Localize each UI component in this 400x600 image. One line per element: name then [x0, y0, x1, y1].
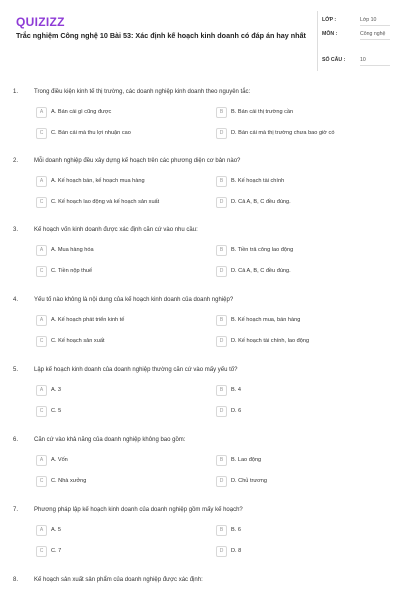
option-text: C. 5: [51, 408, 62, 414]
answer-option-a[interactable]: [36, 454, 186, 467]
option-text: A. Kế hoạch bán, kế hoạch mua hàng: [51, 178, 145, 184]
option-letter-box: D: [216, 336, 227, 347]
option-letter-box: A: [36, 315, 47, 326]
option-letter-box: A: [36, 385, 47, 396]
option-letter-box: D: [216, 266, 227, 277]
answer-option-c[interactable]: [36, 265, 186, 278]
option-text: D. 6: [231, 408, 242, 414]
option-text: C. Kế hoạch lao động và kế hoạch sản xuất: [51, 199, 160, 205]
answer-option-c[interactable]: [36, 127, 186, 140]
option-letter-box: B: [216, 525, 227, 536]
option-letter-box: B: [216, 455, 227, 466]
answer-option-d[interactable]: [216, 265, 366, 278]
option-letter-box: B: [216, 315, 227, 326]
option-text: A. 3: [51, 387, 61, 393]
option-letter-box: C: [36, 476, 47, 487]
answer-option-b[interactable]: [216, 384, 366, 397]
question-number: 6.: [13, 437, 19, 443]
option-text: C. Bán cái mà thu lợi nhuận cao: [51, 130, 131, 136]
option-letter-box: A: [36, 245, 47, 256]
answer-option-b[interactable]: [216, 175, 366, 188]
option-text: C. Nhà xưởng: [51, 478, 87, 484]
answer-option-c[interactable]: [36, 405, 186, 418]
option-letter-box: D: [216, 197, 227, 208]
option-text: C. Tiền nộp thuế: [51, 268, 93, 274]
option-text: D. Cả A, B, C đều đúng.: [231, 268, 291, 274]
option-letter-box: C: [36, 546, 47, 557]
question-number: 5.: [13, 367, 19, 373]
question-text: Trong điều kiện kinh tế thị trường, các doanh nghiệp kinh doanh theo nguyên tắc:: [34, 89, 251, 95]
question-number: 4.: [13, 297, 19, 303]
option-letter-box: A: [36, 107, 47, 118]
option-text: C. 7: [51, 548, 62, 554]
option-letter-box: C: [36, 406, 47, 417]
answer-option-b[interactable]: [216, 244, 366, 257]
question-text: Yếu tố nào không là nội dung của kế hoạch kinh doanh của doanh nghiệp?: [34, 297, 234, 303]
answer-option-c[interactable]: [36, 545, 186, 558]
question-text: Mỗi doanh nghiệp đều xây dựng kế hoạch trên các phương diện cơ bản nào?: [34, 158, 241, 164]
answer-option-d[interactable]: [216, 545, 366, 558]
option-letter-box: B: [216, 107, 227, 118]
answer-option-b[interactable]: [216, 524, 366, 537]
answer-option-c[interactable]: [36, 475, 186, 488]
option-letter-box: D: [216, 128, 227, 139]
option-text: B. Bán cái thị trường cần: [231, 109, 294, 115]
answer-option-a[interactable]: [36, 524, 186, 537]
option-text: B. Tiền trả công lao động: [231, 247, 294, 253]
option-letter-box: A: [36, 176, 47, 187]
answer-option-d[interactable]: [216, 196, 366, 209]
meta-key: LỚP :: [322, 17, 337, 23]
option-text: A. Mua hàng hóa: [51, 247, 94, 253]
question-text: Kế hoạch sản xuất sản phẩm của doanh nghiệp được xác định:: [34, 577, 203, 583]
question-number: 2.: [13, 158, 19, 164]
option-letter-box: A: [36, 455, 47, 466]
option-letter-box: B: [216, 176, 227, 187]
option-text: B. Kế hoạch tài chính: [231, 178, 285, 184]
option-text: B. Kế hoạch mua, bán hàng: [231, 317, 301, 323]
quizizz-logo: QUIZIZZ: [16, 15, 65, 29]
question-number: 7.: [13, 507, 19, 513]
meta-key: MÔN :: [322, 31, 338, 37]
question-number: 1.: [13, 89, 19, 95]
answer-option-c[interactable]: [36, 196, 186, 209]
answer-option-d[interactable]: [216, 475, 366, 488]
option-letter-box: B: [216, 245, 227, 256]
option-text: B. 6: [231, 527, 241, 533]
meta-panel: [317, 11, 394, 71]
option-letter-box: C: [36, 197, 47, 208]
answer-option-a[interactable]: [36, 106, 186, 119]
option-letter-box: D: [216, 546, 227, 557]
option-text: B. 4: [231, 387, 241, 393]
meta-value: Công nghệ: [360, 31, 390, 40]
question-text: Phương pháp lập kế hoạch kinh doanh của doanh nghiệp gồm mấy kế hoạch?: [34, 507, 243, 513]
answer-option-d[interactable]: [216, 335, 366, 348]
answer-option-a[interactable]: [36, 314, 186, 327]
answer-option-c[interactable]: [36, 335, 186, 348]
option-text: C. Kế hoạch sản xuất: [51, 338, 105, 344]
option-text: D. 8: [231, 548, 242, 554]
worksheet-title: Trắc nghiệm Công nghệ 10 Bài 53: Xác định kế hoạch kinh doanh có đáp án hay nhất: [16, 31, 306, 40]
question-text: Kế hoạch vốn kinh doanh được xác định căn cứ vào nhu cầu:: [34, 227, 198, 233]
answer-option-b[interactable]: [216, 106, 366, 119]
option-text: D. Kế hoạch tài chính, lao động: [231, 338, 310, 344]
option-text: A. Kế hoạch phát triển kinh tế: [51, 317, 125, 323]
meta-key: SỐ CÂU :: [322, 57, 346, 63]
answer-option-a[interactable]: [36, 244, 186, 257]
answer-option-b[interactable]: [216, 454, 366, 467]
worksheet-header: [0, 0, 400, 78]
option-text: D. Chủ trương: [231, 478, 268, 484]
meta-value: Lớp 10: [360, 17, 390, 26]
question-text: Căn cứ vào khả năng của doanh nghiệp không bao gồm:: [34, 437, 186, 443]
option-text: B. Lao động: [231, 457, 262, 463]
question-number: 3.: [13, 227, 19, 233]
option-text: A. Bán cái gì cũng được: [51, 109, 112, 115]
option-letter-box: C: [36, 336, 47, 347]
option-text: A. Vốn: [51, 457, 68, 463]
option-letter-box: D: [216, 406, 227, 417]
option-letter-box: D: [216, 476, 227, 487]
question-text: Lập kế hoạch kinh doanh của doanh nghiệp thường căn cứ vào mấy yếu tố?: [34, 367, 238, 373]
answer-option-b[interactable]: [216, 314, 366, 327]
answer-option-a[interactable]: [36, 175, 186, 188]
question-number: 8.: [13, 577, 19, 583]
option-text: A. 5: [51, 527, 61, 533]
option-letter-box: C: [36, 266, 47, 277]
option-letter-box: A: [36, 525, 47, 536]
option-letter-box: B: [216, 385, 227, 396]
option-text: D. Bán cái mà thị trường chưa bao giờ có: [231, 130, 335, 136]
answer-option-a[interactable]: [36, 384, 186, 397]
meta-value: 10: [360, 57, 390, 66]
option-text: D. Cả A, B, C đều đúng.: [231, 199, 291, 205]
answer-option-d[interactable]: [216, 127, 366, 140]
answer-option-d[interactable]: [216, 405, 366, 418]
option-letter-box: C: [36, 128, 47, 139]
